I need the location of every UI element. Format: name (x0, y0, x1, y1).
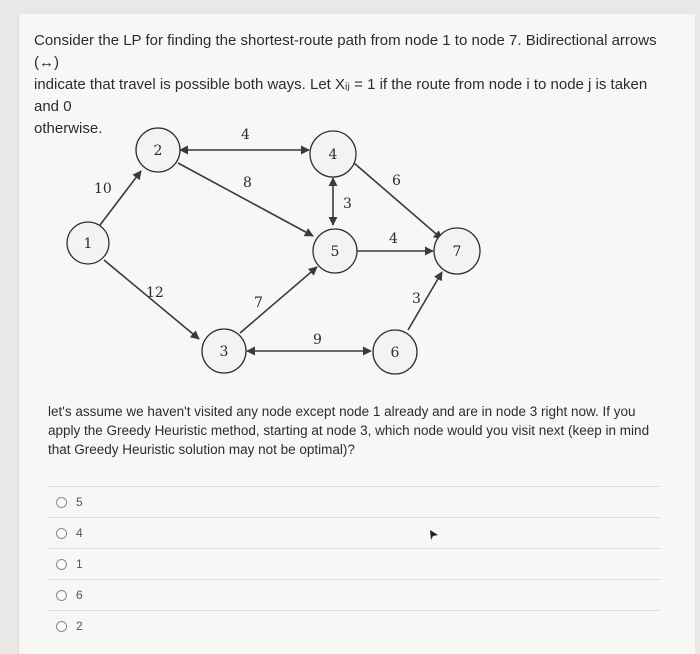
node-label-6: 6 (390, 345, 400, 361)
weight-2-4: 4 (241, 127, 250, 143)
edge-1-2 (100, 171, 141, 225)
subquestion-line-1: let's assume we haven't visited any node except node 1 already and are in node 3 right now. If you (48, 404, 636, 419)
question-line-3: otherwise. (34, 120, 103, 137)
option-2[interactable] (48, 610, 660, 641)
edge-2-5 (178, 163, 313, 236)
mouse-cursor-icon (430, 530, 438, 540)
node-label-4: 4 (328, 147, 338, 163)
subquestion-line-2: apply the Greedy Heuristic method, starting at node 3, which node would you visit next (keep in mind (48, 423, 650, 438)
option-6[interactable] (48, 579, 660, 610)
option-label: 4 (76, 526, 83, 540)
radio-button[interactable] (56, 590, 67, 601)
radio-button[interactable] (56, 497, 67, 508)
option-label: 1 (76, 557, 83, 571)
question-line-2: indicate that travel is possible both ways. Let Xᵢⱼ = 1 if the route from node i to node j is taken and 0 (34, 76, 648, 115)
weight-6-7: 3 (412, 291, 421, 307)
radio-button[interactable] (56, 559, 67, 570)
option-4[interactable] (48, 517, 660, 548)
weight-3-6: 9 (313, 332, 322, 348)
edge-3-5 (240, 267, 317, 333)
question-line-1: Consider the LP for finding the shortest-route path from node 1 to node 7. Bidirectional arrows (↔) (34, 32, 657, 71)
radio-button[interactable] (56, 528, 67, 539)
option-label: 6 (76, 588, 83, 602)
node-label-7: 7 (452, 244, 462, 260)
weight-4-5: 3 (343, 196, 352, 212)
node-label-2: 2 (153, 143, 163, 159)
subquestion-line-3: that Greedy Heuristic solution may not be optimal)? (48, 442, 355, 457)
weight-3-5: 7 (254, 295, 263, 311)
weight-5-7: 4 (389, 231, 398, 247)
weight-1-3: 12 (146, 285, 164, 301)
option-label: 5 (76, 495, 83, 509)
node-label-5: 5 (330, 244, 340, 260)
weight-4-7: 6 (392, 173, 401, 189)
option-label: 2 (76, 619, 83, 633)
greedy-heuristic-question (48, 402, 668, 459)
option-1[interactable] (48, 548, 660, 579)
option-5[interactable] (48, 486, 660, 517)
weight-2-5: 8 (243, 175, 252, 191)
radio-button[interactable] (56, 621, 67, 632)
node-label-3: 3 (219, 344, 229, 360)
answer-options (48, 486, 660, 641)
weight-1-2: 10 (94, 181, 112, 197)
node-label-1: 1 (83, 236, 93, 252)
